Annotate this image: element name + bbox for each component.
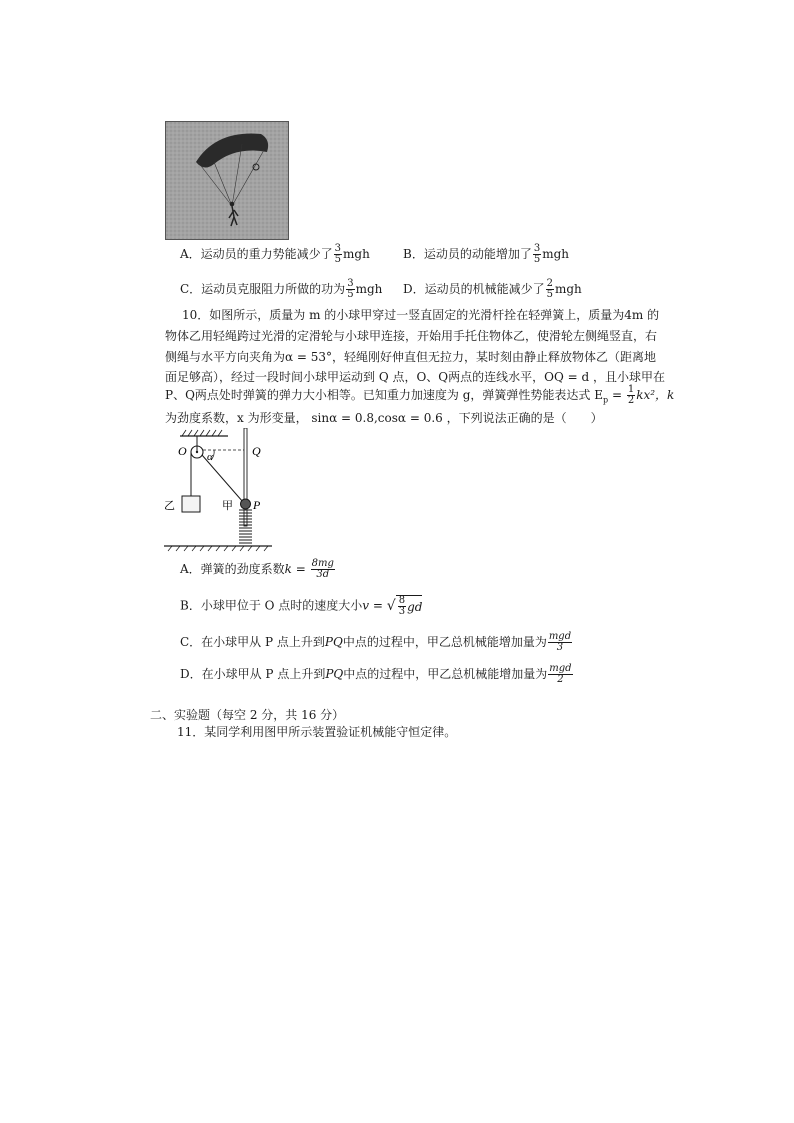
- vertical-rod: [244, 428, 247, 526]
- q9-option-b-text: B．运动员的动能增加了: [403, 247, 532, 261]
- q9-option-b-fraction: [533, 244, 541, 265]
- square-root: √ $\frac{8}{3}$ gd: [386, 595, 423, 617]
- unit: mgh: [355, 282, 383, 296]
- q10-option-d: [180, 664, 574, 685]
- q10-option-a-text: A．弹簧的劲度系数: [180, 562, 285, 576]
- equals-sign: =: [369, 598, 387, 613]
- fraction-numerator: 8: [398, 595, 406, 606]
- q10-option-c-text-2: 中点的过程中，甲乙总机械能增加量为: [342, 635, 547, 649]
- fraction-denominator: 2: [557, 674, 564, 685]
- label-alpha: α: [207, 451, 213, 463]
- fraction-denominator: 3: [556, 642, 564, 653]
- variable-k: k: [284, 562, 292, 576]
- q10-option-c: [180, 632, 573, 653]
- q9-option-d-fraction: [546, 279, 554, 300]
- q10-line-6: 为劲度系数，x 为形变量， sinα = 0.8,cosα = 0.6 ，下列说法正确的是（ ）: [165, 411, 603, 425]
- radicand-gd: gd: [407, 599, 423, 614]
- fraction-numerator: 3: [533, 243, 541, 254]
- q9-option-c: [180, 279, 382, 300]
- q9-option-b: [403, 244, 569, 265]
- fraction-numerator: mgd: [549, 663, 572, 674]
- block-yi: [182, 496, 200, 512]
- q9-option-a-text: A．运动员的重力势能减少了: [180, 247, 333, 261]
- label-o: O: [178, 444, 187, 458]
- label-p: P: [253, 498, 261, 512]
- q9-option-c-fraction: [346, 279, 354, 300]
- q10-option-c-text: C．在小球甲从 P 点上升到: [180, 635, 325, 649]
- q10-line-2: 物体乙用轻绳跨过光滑的定滑轮与小球甲连接，开始用手托住物体乙，使滑轮左侧绳竖直，右: [165, 329, 658, 343]
- fraction-denominator: 5: [546, 289, 553, 300]
- q10-option-b-text: B．小球甲位于 O 点时的速度大小: [180, 598, 363, 613]
- label-yi: 乙: [164, 499, 175, 512]
- q10-half-fraction: [627, 385, 635, 406]
- fraction-denominator: 2: [627, 395, 635, 406]
- q10-option-b-fraction: [398, 596, 406, 617]
- fraction-denominator: 5: [533, 254, 541, 265]
- fraction-numerator: mgd: [548, 631, 572, 642]
- ball-jia: [241, 499, 251, 509]
- q10-option-d-fraction: [548, 664, 572, 685]
- equals-sign: =: [608, 388, 626, 402]
- q9-option-a-fraction: [334, 244, 342, 265]
- spring: [239, 510, 252, 543]
- fraction-denominator: 5: [334, 254, 342, 265]
- pulley-axle: [196, 451, 198, 453]
- q11-stem: 11．某同学利用图甲所示装置验证机械能守恒定律。: [177, 725, 457, 739]
- q10-option-c-fraction: [548, 632, 572, 653]
- variable-v: v: [362, 598, 370, 613]
- q9-option-d-text: D．运动员的机械能减少了: [403, 282, 545, 296]
- q10-line-5: [165, 385, 674, 408]
- label-jia: 甲: [222, 499, 233, 512]
- fraction-denominator: 3d: [316, 569, 330, 580]
- fraction-denominator: 5: [347, 289, 354, 300]
- q9-option-c-text: C．运动员克服阻力所做的功为: [180, 282, 346, 296]
- fraction-denominator: 3: [398, 606, 406, 617]
- unit: mgh: [555, 282, 582, 296]
- unit: mgh: [343, 247, 370, 261]
- section-heading: 二、实验题（每空 2 分，共 16 分）: [150, 708, 345, 722]
- segment-pq: PQ: [324, 635, 343, 649]
- parachute-photo: [165, 121, 289, 240]
- q10-option-d-text-2: 中点的过程中，甲乙总机械能增加量为: [343, 667, 548, 681]
- q10-line-5-text: P、Q两点处时弹簧的弹力大小相等。已知重力加速度为 g，弹簧弹性势能表达式 E: [165, 388, 603, 402]
- q9-option-a: [180, 244, 370, 265]
- label-q: Q: [252, 444, 261, 458]
- segment-pq: PQ: [325, 667, 344, 681]
- q10-line-4: 面足够高），经过一段时间小球甲运动到 Q 点，O、Q两点的连线水平，OQ = d ，且小球甲在: [165, 370, 666, 384]
- fraction-numerator: 3: [334, 243, 342, 254]
- fraction-numerator: 8mg: [311, 558, 334, 569]
- q10-option-a: [180, 559, 336, 580]
- pulley-spring-diagram: [160, 428, 280, 552]
- ground-hatch: [168, 546, 268, 551]
- q10-option-b: [180, 595, 422, 617]
- q10-line-1: 10．如图所示，质量为 m 的小球甲穿过一竖直固定的光滑杆拴在轻弹簧上，质量为4m 的: [182, 308, 660, 322]
- ceiling-hatch: [182, 430, 222, 436]
- equals-sign: =: [291, 562, 310, 576]
- q10-option-a-fraction: [311, 559, 335, 580]
- subscript-p: p: [603, 395, 609, 405]
- q10-line-5-tail: kx²，k: [636, 388, 675, 402]
- q10-option-d-text: D．在小球甲从 P 点上升到: [180, 667, 326, 681]
- fraction-numerator: 3: [347, 278, 354, 289]
- q9-option-d: [403, 279, 582, 300]
- q10-line-3: 侧绳与水平方向夹角为α = 53°，轻绳刚好伸直但无拉力，某时刻由静止释放物体乙（距离地: [165, 350, 657, 364]
- fraction-numerator: 2: [546, 278, 553, 289]
- fraction-numerator: 1: [627, 384, 635, 395]
- unit: mgh: [542, 247, 569, 261]
